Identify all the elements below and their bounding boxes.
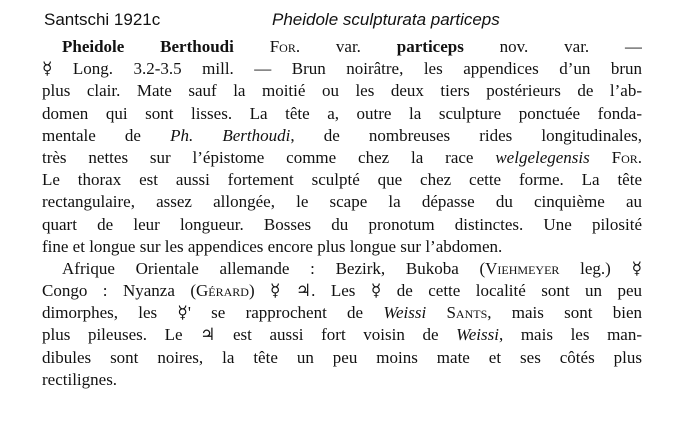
italic-taxon: Weissi [456,325,499,345]
description-paragraph [42,36,642,258]
text-line [42,125,642,147]
text-segment: , mais les man- [498,325,642,345]
text-line: quart de leur longueur. Bosses du pronotum distinctes. Une pilosité [42,214,642,234]
text-line: domen qui sont lisses. La tête a, outre la sculpture ponctuée fonda- [42,103,642,123]
author-abbrev: For. [269,37,301,56]
text-segment: Afrique Orientale allemande : Bezirk, Bukoba ( [62,258,486,278]
italic-taxon: welgelegensis [495,147,590,167]
author-abbrev: For. [611,147,642,167]
italic-taxon: Weissi [383,303,427,323]
text-line: Le thorax est aussi fortement sculpté que chez cette forme. La tête [42,170,642,190]
text-line [42,147,642,169]
text-line: plus clair. Mate sauf la moitié ou les deux tiers postérieurs de l’ab- [42,81,642,101]
text-segment: mentale de [42,125,171,145]
text-segment: dimorphes, les ☿' se rapprochent de [42,303,384,323]
italic-taxon: Ph. Berthoudi [170,125,291,145]
text-line [42,280,642,302]
text-segment: nov. var. — [463,37,642,56]
text-segment: , mais sont bien [487,303,642,323]
citation-label: Santschi 1921c [44,10,161,29]
locality-paragraph [42,258,642,391]
text-segment: ) ☿ ♃. Les ☿ de cette localité sont un peu [248,281,642,301]
text-line [42,36,642,58]
collector-name: Viehmeyer [485,258,560,278]
author-abbrev: Sants [446,303,488,323]
text-line: dibules sont noires, la tête un peu moins mate et ses côtés plus [42,347,642,367]
text-segment: Congo : Nyanza ( [42,281,196,301]
text-line [42,302,642,324]
document-body [42,36,642,391]
text-line: rectangulaire, assez allongée, le scape la dépasse du cinquième au [42,192,642,212]
taxon-label: Pheidole sculpturata particeps [272,10,500,29]
collector-name: Gérard [195,281,249,301]
taxon-name: Pheidole Berthoudi [62,37,234,56]
text-segment [426,303,446,322]
text-line [42,324,642,346]
text-line: rectilignes. [42,369,118,389]
page-header [0,6,673,34]
text-segment: leg.) ☿ [559,258,642,278]
text-segment [590,148,612,167]
text-line: ☿ Long. 3.2-3.5 mill. — Brun noirâtre, les appendices d’un brun [42,59,642,79]
text-line [42,258,642,280]
text-segment: , de nombreuses rides longitudinales, [290,125,642,145]
text-segment: plus pileuses. Le ♃ est aussi fort voisin de [42,325,457,345]
text-segment: très nettes sur l’épistome comme chez la race [42,147,496,167]
text-segment: var. [300,37,397,56]
text-line: fine et longue sur les appendices encore plus longue sur l’abdomen. [42,236,503,256]
variety-name: particeps [396,37,464,56]
